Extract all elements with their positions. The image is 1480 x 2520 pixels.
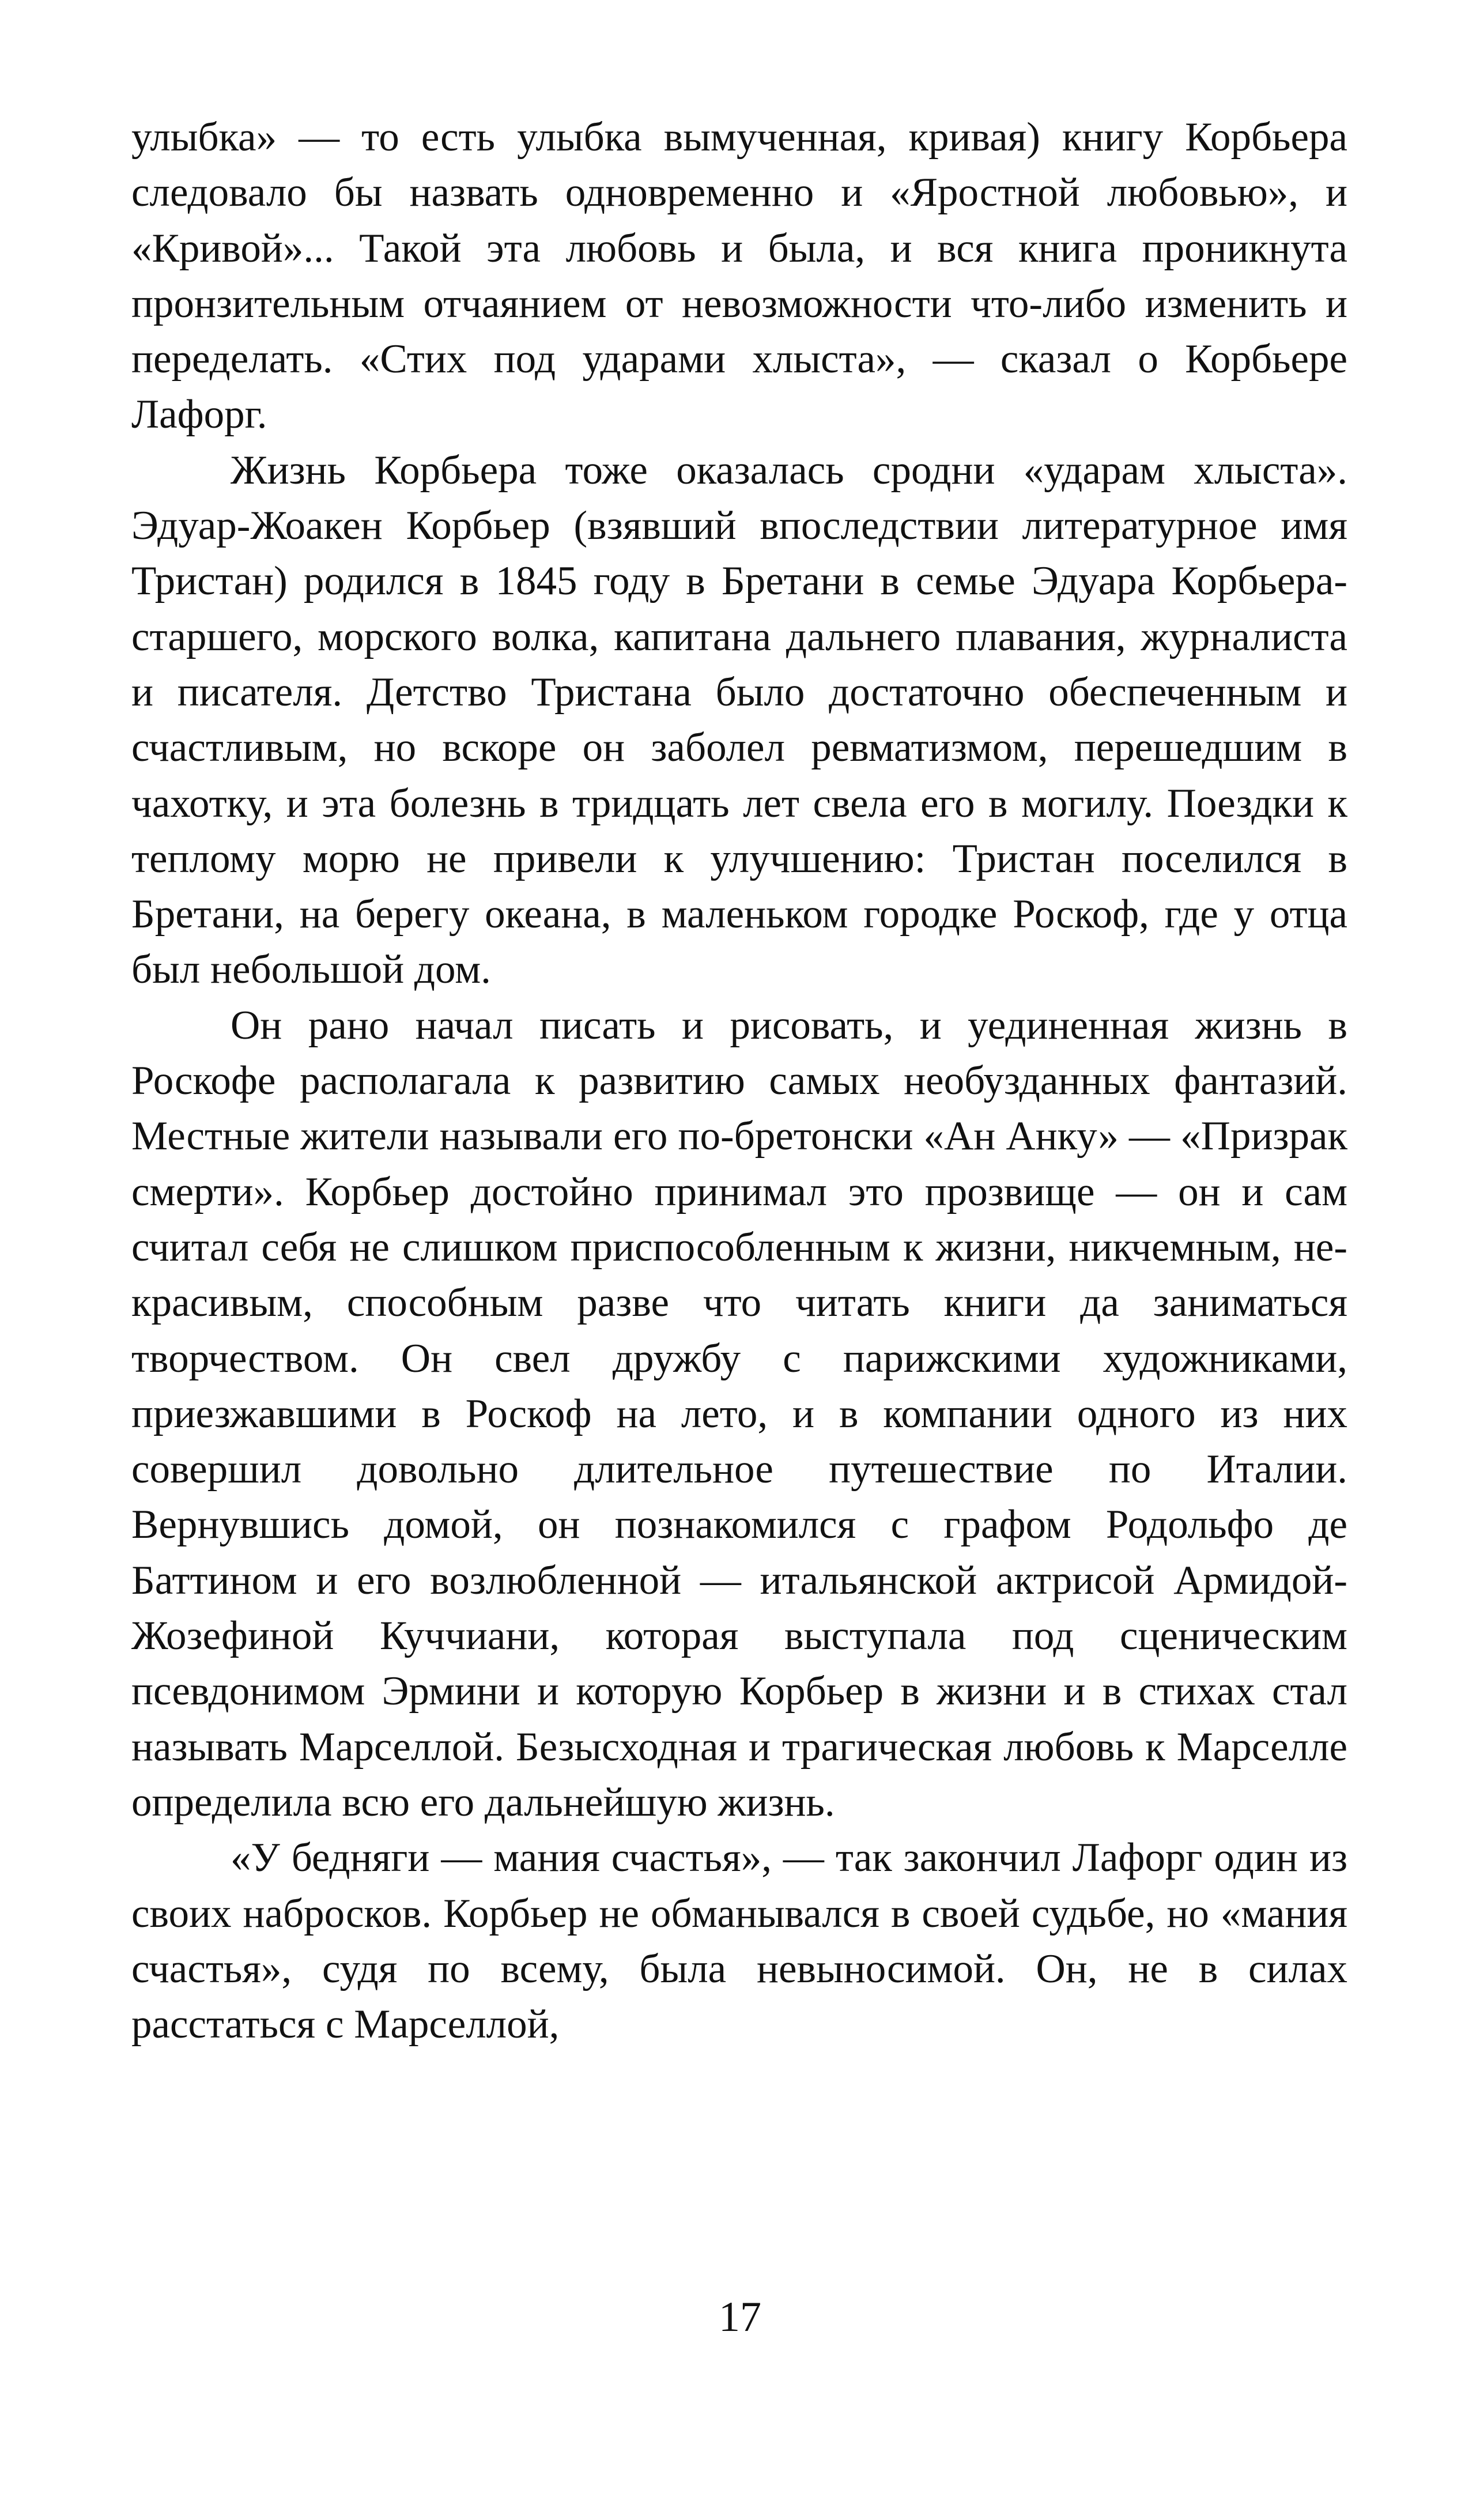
page-body [131, 110, 1347, 2052]
paragraph-4: «У бедняги — мания счастья», — так закончил Лафорг один из своих набросков. Корбьер не обманывался в своей судьбе, но «мания счастья», судя по всему, была невыносимой. Он, не в силах расстаться с Марселлой, [131, 1835, 1347, 2047]
paragraph-1: улыбка» — то есть улыбка вымученная, кривая) книгу Корбьера следовало бы назвать одновременно и «Яростной любовью», и «Кривой»... Такой эта любовь и была, и вся книга проникнута пронзительным отчаянием от невозможности что-либо изменить и переделать. «Стих под ударами хлыста», — сказал о Корбьере Лафорг. [131, 115, 1347, 437]
paragraph-2: Жизнь Корбьера тоже оказалась сродни «ударам хлыста». Эдуар-Жоакен Корбьер (взявший впоследствии литературное имя Тристан) родился в 1845 году в Бретани в семье Эдуара Корбьера-старшего, морского волка, капитана дальнего плавания, журналиста и писателя. Детство Тристана было достаточно обеспеченным и счастливым, но вскоре он заболел ревматизмом, перешедшим в чахотку, и эта болезнь в тридцать лет свела его в могилу. Поездки к теплому морю не привели к улучшению: Тристан поселился в Бретани, на берегу океана, в маленьком городке Роскоф, где у отца был небольшой дом. [131, 447, 1347, 993]
paragraph-3: Он рано начал писать и рисовать, и уединенная жизнь в Роскофе располагала к развитию самых необузданных фантазий. Местные жители называли его по-бретонски «Ан Анку» — «Призрак смерти». Корбьер достойно принимал это прозвище — он и сам считал себя не слишком приспособленным к жизни, никчемным, некрасивым, способным разве что читать книги да заниматься творчеством. Он свел дружбу с парижскими художниками, приезжавшими в Роскоф на лето, и в компании одного из них совершил довольно длительное путешествие по Италии. Вернувшись домой, он познакомился с графом Родольфо де Баттином и его возлюбленной — итальянской актрисой Армидой-Жозефиной Куччиани, которая выступала под сценическим псевдонимом Эрмини и которую Корбьер в жизни и в стихах стал называть Марселлой. Безысходная и трагическая любовь к Марселле определила всю его дальнейшую жизнь. [131, 1002, 1347, 1825]
page-number: 17 [719, 2293, 761, 2341]
